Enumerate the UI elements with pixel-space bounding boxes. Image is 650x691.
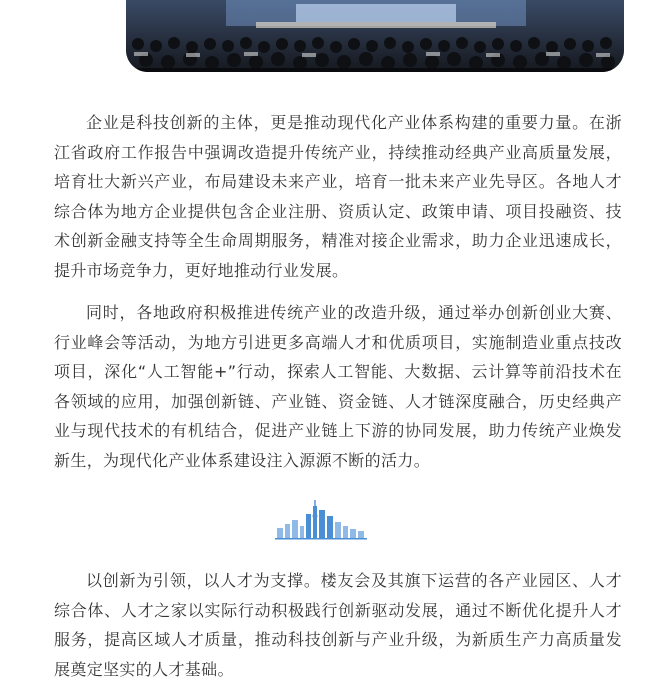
article-paragraph-1: 企业是科技创新的主体，更是推动现代化产业体系构建的重要力量。在浙江省政府工作报告中强调改造提升传统产业，持续推动经典产业高质量发展，培育壮大新兴产业，布局建设未来产业，培育一批未来产业先导区。各地人才综合体为地方企业提供包含企业注册、资质认定、政策申请、项目投融资、技术创新金融支持等全生命周期服务，精准对接企业需求，助力企业迅速成长，提升市场竞争力，更好地推动行业发展。 [54, 113, 622, 280]
skyline-divider [275, 500, 367, 542]
conference-photo [126, 0, 624, 72]
article-paragraph-2: 同时，各地政府积极推进传统产业的改造升级，通过举办创新创业大赛、行业峰会等活动，为地方引进更多高端人才和优质项目，实施制造业重点技改项目，深化“人工智能+”行动，探索人工智能、大数据、云计算等前沿技术在各领域的应用，加强创新链、产业链、资金链、人才链深度融合，历史经典产业与现代技术的有机结合，促进产业链上下游的协同发展，助力传统产业焕发新生，为现代化产业体系建设注入源源不断的活力。 [54, 303, 622, 470]
conference-audience-photo [126, 0, 624, 72]
article-paragraph-3: 以创新为引领，以人才为支撑。楼友会及其旗下运营的各产业园区、人才综合体、人才之家以实际行动积极践行创新驱动发展，通过不断优化提升人才服务，提高区域人才质量，推动科技创新与产业升级，为新质生产力高质量发展奠定坚实的人才基础。 [54, 571, 622, 679]
city-skyline-icon [275, 500, 367, 542]
